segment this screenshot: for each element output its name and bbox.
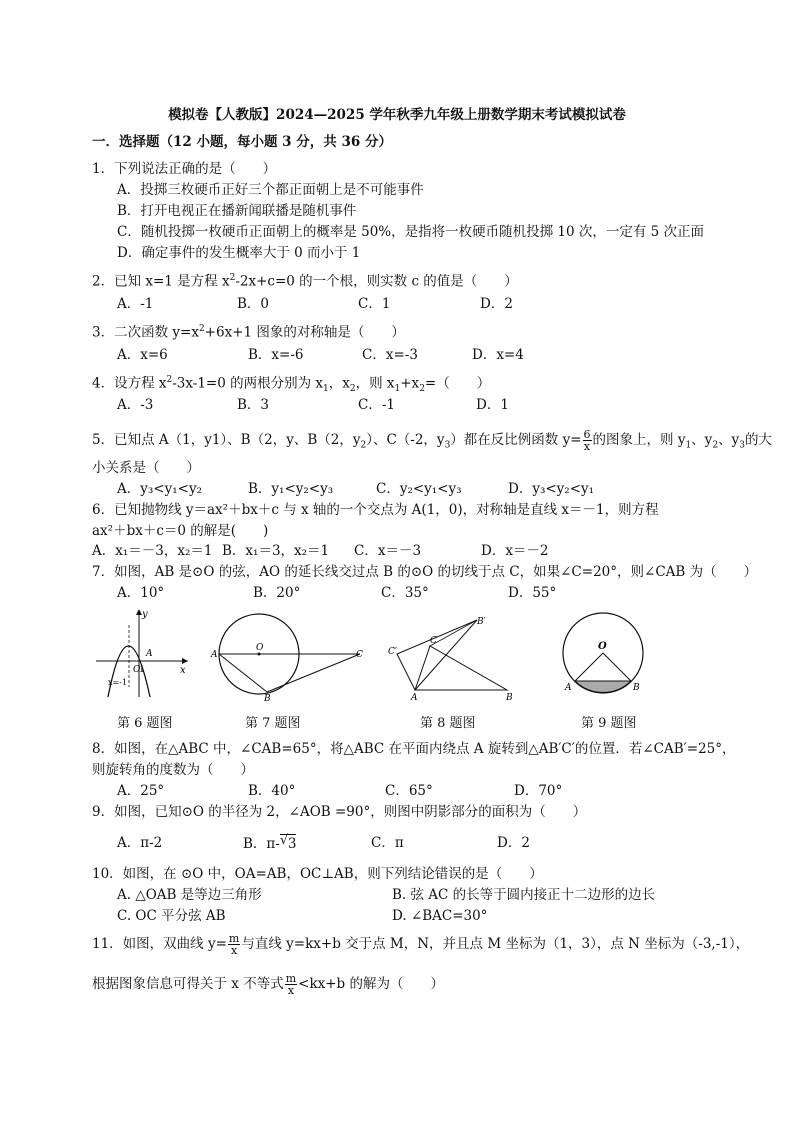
q10-stem: 10．如图，在 ⊙O 中，OA=AB，OC⊥AB，则下列结论错误的是（ ） <box>92 866 543 882</box>
q11-stem: 11．如图，双曲线 y= $\frac{m}{x}$ 与直线 y=kx+b 交于点 M，N，并且点 M 坐标为（1，3），点 N 坐标为（-3,-1）， <box>92 932 750 957</box>
q10-option-c: C. OC 平分弦 AB <box>117 908 226 924</box>
fig8-caption: 第 8 题图 <box>420 716 476 731</box>
q3-stem: 3．二次函数 $y=x^2+6x+1$ 图象的对称轴是（ ） <box>92 324 405 341</box>
q8-option-d: D．70° <box>514 783 563 799</box>
fig7-c-label: C <box>356 650 363 660</box>
q2-stem: 2．已知 x=1 是方程 $x^2-2x+c=0$ 的一个根，则实数 c 的值是（ ） <box>92 273 518 290</box>
figure-7-circle-tangent <box>210 612 370 702</box>
q10-option-a: A. △OAB 是等边三角形 <box>117 887 262 903</box>
q3-option-d: D．x=4 <box>472 347 524 363</box>
fig6-x-label: x <box>180 665 186 676</box>
q3-option-c: C．x=-3 <box>362 347 418 363</box>
q4-option-a: A．-3 <box>117 397 154 413</box>
fig9-b-label: B <box>633 683 640 693</box>
q9-option-c: C．π <box>371 835 404 851</box>
q3-option-a: A．x=6 <box>117 347 168 363</box>
q3-option-b: B．x=-6 <box>248 347 304 363</box>
fig6-caption: 第 6 题图 <box>117 716 173 731</box>
fig8-a-label: A <box>411 693 418 702</box>
q9-sqrt: √ 3 <box>279 833 297 852</box>
fig9-caption: 第 9 题图 <box>581 716 637 731</box>
fig8-cprime-label: C′ <box>388 647 397 657</box>
fig6-y-label: y <box>142 609 148 620</box>
q1-option-b: B．打开电视正在播新闻联播是随机事件 <box>117 203 357 219</box>
q4-option-b: B．3 <box>237 397 270 413</box>
q6-option-a: A．x₁＝－3，x₂＝1 <box>92 543 213 559</box>
fig6-o-label: O <box>133 665 141 675</box>
q6-option-d: D．x＝－2 <box>481 543 549 559</box>
q4-stem: 4．设方程 $x^2-3x-1=0$ 的两根分别为 $x_1$，$x_2$，则 $x_1+x_2=$（ ） <box>92 375 491 395</box>
q7-option-d: D．55° <box>508 585 557 601</box>
q1-option-c: C．随机投掷一枚硬币正面朝上的概率是 50%，是指将一枚硬币随机投掷 10 次，一定有 5 次正面 <box>117 224 705 240</box>
q6-stem-line2: ax²＋bx＋c＝0 的解是( ) <box>92 523 269 539</box>
q4-option-d: D．1 <box>476 397 509 413</box>
q7-stem: 7．如图，AB 是⊙O 的弦，AO 的延长线交过点 B 的⊙O 的切线于点 C，如果∠C=20°，则∠CAB 为（ ） <box>92 564 758 580</box>
q2-option-c: C．1 <box>358 296 391 312</box>
q1-stem: 1．下列说法正确的是（ ） <box>92 161 277 177</box>
q4-option-c: C．-1 <box>358 397 395 413</box>
q8-stem: 8．如图，在△ABC 中，∠CAB=65°，将△ABC 在平面内绕点 A 旋转到△AB′C′的位置．若∠CAB′=25°， <box>92 741 736 757</box>
q7-option-b: B．20° <box>253 585 301 601</box>
q9-option-d: D．2 <box>497 835 530 851</box>
figure-8-rotation <box>385 612 520 702</box>
fig6-a-label: A <box>146 649 153 659</box>
q6-option-c: C．x＝－3 <box>354 543 422 559</box>
figure-6-parabola <box>92 605 192 700</box>
q10-option-d: D. ∠BAC=30° <box>392 908 488 924</box>
q5-option-d: D．y₃<y₂<y₁ <box>508 481 595 497</box>
fig8-b-label: B <box>506 693 513 702</box>
q11-stem-line2: 根据图象信息可得关于 x 不等式 $\frac{m}{x}$ <kx+b 的解为（ ） <box>92 972 444 997</box>
q9-option-b: B．π- √ 3 <box>243 833 297 852</box>
q6-option-b: B．x₁＝3，x₂＝1 <box>222 543 330 559</box>
q7-option-a: A．10° <box>117 585 165 601</box>
q5-option-c: C．y₂<y₁<y₃ <box>376 481 462 497</box>
q5-fraction: $\frac{6}{x}$ <box>583 428 591 453</box>
q1-option-a: A．投掷三枚硬币正好三个都正面朝上是不可能事件 <box>117 182 424 198</box>
fig7-b-label: B <box>264 694 271 702</box>
q8-option-c: C．65° <box>385 783 433 799</box>
q7-option-c: C．35° <box>381 585 429 601</box>
fig9-a-label: A <box>565 683 572 693</box>
q6-stem: 6．已知抛物线 y＝ax²＋bx＋c 与 x 轴的一个交点为 A(1，0)，对称轴是直线 x＝－1，则方程 <box>92 502 659 518</box>
exam-title: 模拟卷【人教版】2024—2025 学年秋季九年级上册数学期末考试模拟试卷 <box>168 107 626 123</box>
q5-stem: 5．已知点 A（1，y1）、B（2，y、B（2，$y_2$）、C（-2，$y_3$）都在反比例函数 y= $\frac{6}{x}$ 的图象上，则 $y_1$、$y_2$、$y_3$的大 <box>92 428 772 453</box>
svg-text:1: 1 <box>139 665 145 675</box>
q11-fraction-2: $\frac{m}{x}$ <box>285 972 297 997</box>
fig7-a-label: A <box>211 650 218 660</box>
q5-option-b: B．y₁<y₂<y₃ <box>248 481 334 497</box>
q8-stem-line2: 则旋转角的度数为（ ） <box>92 762 254 778</box>
q9-option-a: A．π-2 <box>117 835 163 851</box>
q2-option-a: A．-1 <box>117 296 154 312</box>
fig7-caption: 第 7 题图 <box>245 716 301 731</box>
fig8-bprime-label: B′ <box>477 617 486 627</box>
fig8-c-label: C <box>430 636 437 646</box>
q2-option-d: D．2 <box>480 296 513 312</box>
q5-option-a: A．y₃<y₁<y₂ <box>117 481 202 497</box>
section-heading: 一．选择题（12 小题，每小题 3 分，共 36 分） <box>92 134 392 150</box>
fig6-axis-label: x=-1 <box>108 678 128 687</box>
fig7-o-label: O <box>256 643 264 653</box>
q5-stem-line2: 小关系是（ ） <box>92 460 200 476</box>
fig9-o-label: O <box>598 641 607 652</box>
q8-option-a: A．25° <box>117 783 165 799</box>
figure-9-shaded-segment <box>558 608 648 698</box>
q9-stem: 9．如图，已知⊙O 的半径为 2，∠AOB =90°，则图中阴影部分的面积为（ ） <box>92 804 587 820</box>
q10-option-b: B. 弦 AC 的长等于圆内接正十二边形的边长 <box>392 887 656 903</box>
q11-fraction: $\frac{m}{x}$ <box>228 932 240 957</box>
q2-option-b: B．0 <box>237 296 270 312</box>
q1-option-d: D．确定事件的发生概率大于 0 而小于 1 <box>117 245 361 261</box>
q8-option-b: B．40° <box>248 783 296 799</box>
